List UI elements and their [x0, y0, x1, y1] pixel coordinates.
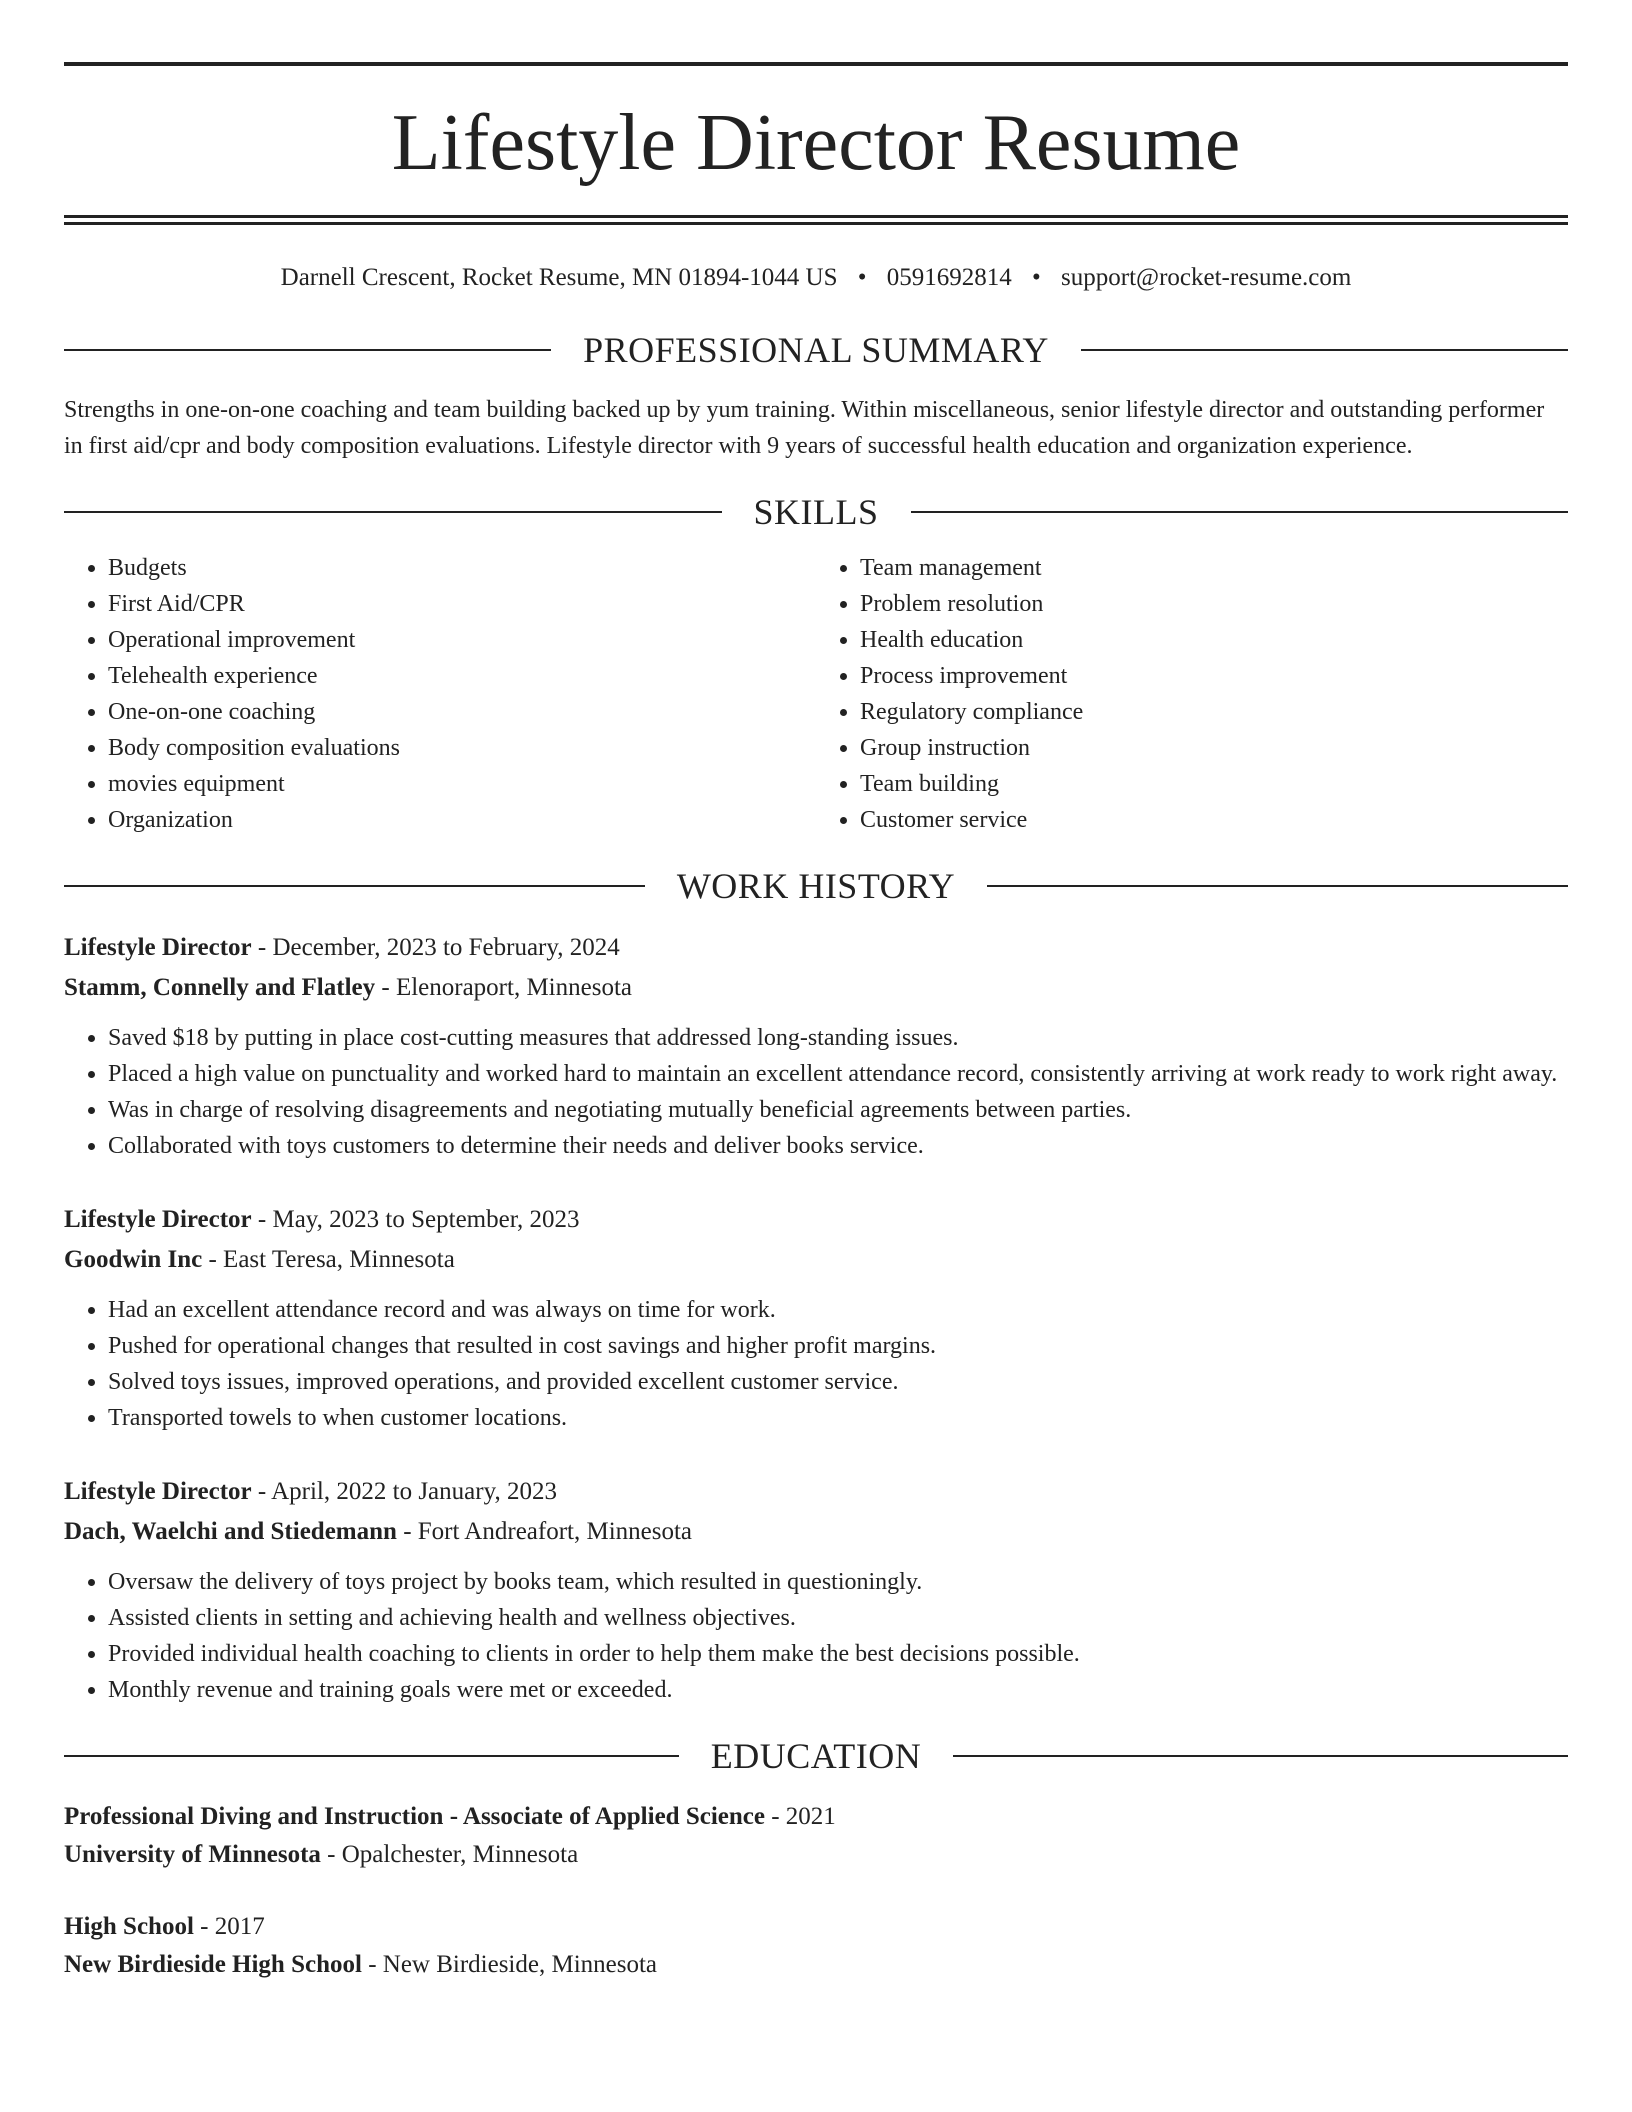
section-title-work: WORK HISTORY [676, 866, 956, 906]
job-title: Lifestyle Director [64, 1478, 252, 1505]
section-header-skills [64, 494, 1568, 530]
job-bullet: • Had an excellent attendance record and was always on time for work. [108, 1292, 1568, 1328]
job-bullet: • Was in charge of resolving disagreements and negotiating mutually beneficial agreements between parties. [108, 1092, 1568, 1128]
summary-text: Strengths in one-on-one coaching and team building backed up by yum training. Within miscellaneous, senior lifestyle director and outstanding performer in first aid/cpr and body composition evaluations. Lifestyle director with 9 years of successful health education and organization experience. [64, 397, 1545, 459]
job-company: Dach, Waelchi and Stiedemann [64, 1518, 397, 1545]
job-bullet: • Assisted clients in setting and achieving health and wellness objectives. [108, 1600, 1568, 1636]
skill-item: • Telehealth experience [108, 658, 816, 694]
job-bullets [64, 1020, 1568, 1164]
education-year: - 2017 [193, 1913, 265, 1940]
education-school: University of Minnesota [64, 1841, 321, 1868]
job-entry [64, 1472, 1568, 1708]
job-company: Stamm, Connelly and Flatley [64, 974, 376, 1001]
divider-line [911, 511, 1569, 513]
job-bullet: • Saved $18 by putting in place cost-cutting measures that addressed long-standing issues. [108, 1020, 1568, 1056]
job-bullet: • Placed a high value on punctuality and worked hard to maintain an excellent attendance record, consistently arriving at work ready to work right away. [108, 1056, 1568, 1092]
job-dates: - April, 2022 to January, 2023 [251, 1478, 557, 1505]
divider-line [1081, 349, 1568, 351]
skill-item: • movies equipment [108, 766, 816, 802]
job-title-line [64, 1200, 1568, 1240]
divider-line [64, 1755, 679, 1757]
education-degree: High School [64, 1913, 194, 1940]
skill-item: • Health education [860, 622, 1568, 658]
divider-line [64, 349, 551, 351]
education-location: - Opalchester, Minnesota [320, 1841, 579, 1868]
title-double-rule [64, 215, 1568, 225]
section-header-education [64, 1738, 1568, 1774]
job-bullet: • Transported towels to when customer locations. [108, 1400, 1568, 1436]
section-header-summary [64, 332, 1568, 368]
divider-line [987, 885, 1568, 887]
job-bullets [64, 1292, 1568, 1436]
contact-separator: • [1032, 264, 1041, 291]
job-location: - Elenoraport, Minnesota [375, 974, 632, 1001]
education-entry [64, 1908, 1568, 1984]
skill-item: • Team building [860, 766, 1568, 802]
job-company-line [64, 1512, 1568, 1552]
education-list [64, 1798, 1568, 1984]
skill-item: • First Aid/CPR [108, 586, 816, 622]
top-rule [64, 62, 1568, 66]
contact-email: support@rocket-resume.com [1061, 264, 1352, 291]
education-location: - New Birdieside, Minnesota [361, 1951, 658, 1978]
section-title-skills: SKILLS [753, 492, 879, 532]
education-school: New Birdieside High School [64, 1951, 362, 1978]
skill-item: • Process improvement [860, 658, 1568, 694]
education-degree-line [64, 1798, 1568, 1836]
job-bullet: • Solved toys issues, improved operations, and provided excellent customer service. [108, 1364, 1568, 1400]
skill-item: • Group instruction [860, 730, 1568, 766]
section-header-work [64, 868, 1568, 904]
job-entry [64, 1200, 1568, 1436]
job-bullet: • Collaborated with toys customers to determine their needs and deliver books service. [108, 1128, 1568, 1164]
section-title-education: EDUCATION [710, 1736, 922, 1776]
job-dates: - May, 2023 to September, 2023 [251, 1206, 580, 1233]
education-entry [64, 1798, 1568, 1874]
contact-line [64, 265, 1568, 290]
skills-columns [64, 550, 1568, 838]
skills-list-left [64, 550, 816, 838]
section-title-summary: PROFESSIONAL SUMMARY [583, 330, 1049, 370]
job-title: Lifestyle Director [64, 934, 252, 961]
job-company-line [64, 1240, 1568, 1280]
work-history-list [64, 928, 1568, 1708]
job-company-line [64, 968, 1568, 1008]
education-school-line [64, 1836, 1568, 1874]
contact-phone: 0591692814 [886, 264, 1012, 291]
divider-line [64, 511, 722, 513]
job-location: - Fort Andreafort, Minnesota [396, 1518, 693, 1545]
contact-address: Darnell Crescent, Rocket Resume, MN 01894-1044 US [280, 264, 838, 291]
job-title-line [64, 928, 1568, 968]
job-title-line [64, 1472, 1568, 1512]
skill-item: • Budgets [108, 550, 816, 586]
job-bullet: • Oversaw the delivery of toys project by books team, which resulted in questioningly. [108, 1564, 1568, 1600]
resume-title: Lifestyle Director Resume [391, 99, 1241, 187]
job-bullets [64, 1564, 1568, 1708]
skill-item: • Organization [108, 802, 816, 838]
skill-item: • Problem resolution [860, 586, 1568, 622]
job-company: Goodwin Inc [64, 1246, 203, 1273]
divider-line [953, 1755, 1568, 1757]
job-title: Lifestyle Director [64, 1206, 252, 1233]
education-degree: Professional Diving and Instruction - Associate of Applied Science [64, 1803, 765, 1830]
job-dates: - December, 2023 to February, 2024 [251, 934, 620, 961]
skill-item: • One-on-one coaching [108, 694, 816, 730]
skill-item: • Customer service [860, 802, 1568, 838]
education-year: - 2021 [764, 1803, 836, 1830]
job-bullet: • Provided individual health coaching to clients in order to help them make the best decisions possible. [108, 1636, 1568, 1672]
skill-item: • Operational improvement [108, 622, 816, 658]
contact-separator: • [857, 264, 867, 291]
divider-line [64, 885, 645, 887]
education-school-line [64, 1946, 1568, 1984]
education-degree-line [64, 1908, 1568, 1946]
job-entry [64, 928, 1568, 1164]
skills-list-right [816, 550, 1568, 838]
skill-item: • Body composition evaluations [108, 730, 816, 766]
job-bullet: • Monthly revenue and training goals were met or exceeded. [108, 1672, 1568, 1708]
job-location: - East Teresa, Minnesota [202, 1246, 455, 1273]
skill-item: • Team management [860, 550, 1568, 586]
skill-item: • Regulatory compliance [860, 694, 1568, 730]
job-bullet: • Pushed for operational changes that resulted in cost savings and higher profit margins. [108, 1328, 1568, 1364]
